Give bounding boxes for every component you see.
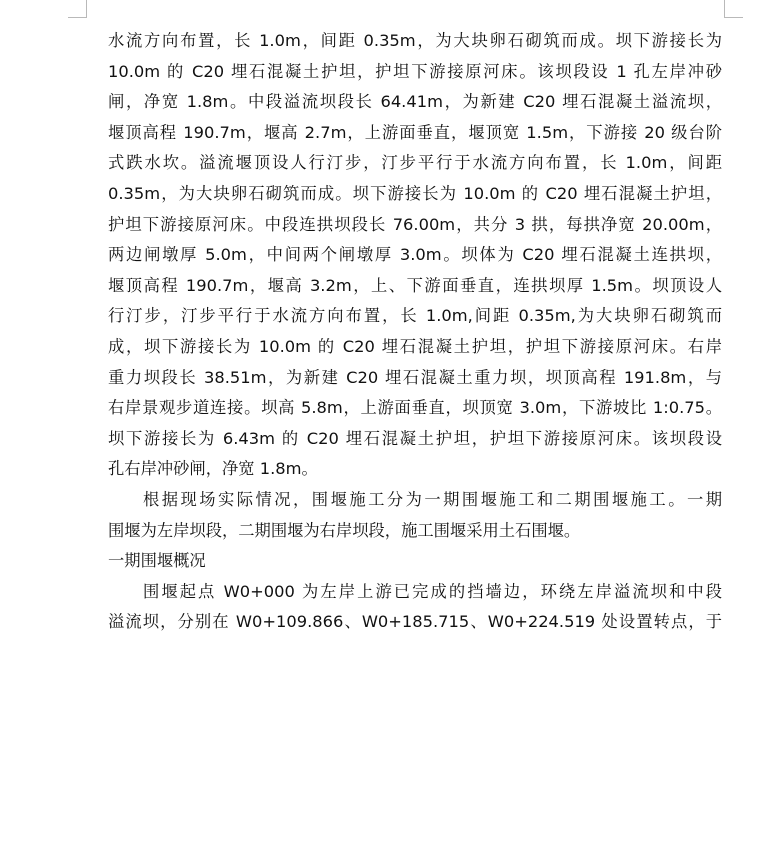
margin-corner-mark-top-right	[724, 17, 743, 18]
body-text-line: 右岸景观步道连接。坝高 5.8m，上游面垂直，坝顶宽 3.0m，下游坡比 1:0.75。	[108, 398, 722, 418]
body-text-line: 坝下游接长为 6.43m 的 C20 埋石混凝土护坦，护坦下游接原河床。该坝段设	[108, 428, 722, 448]
body-text-line: 堰顶高程 190.7m，堰高 3.2m，上、下游面垂直，连拱坝厚 1.5m。坝顶设人	[108, 275, 722, 295]
paragraph-first-line: 根据现场实际情况，围堰施工分为一期围堰施工和二期围堰施工。一期	[143, 489, 722, 509]
margin-corner-mark-top-left	[86, 0, 87, 17]
body-text-line: 水流方向布置，长 1.0m，间距 0.35m，为大块卵石砌筑而成。坝下游接长为	[108, 31, 722, 50]
margin-corner-mark-top-left	[68, 17, 87, 18]
body-text-line: 10.0m 的 C20 埋石混凝土护坦，护坦下游接原河床。该坝段设 1 孔左岸冲砂	[108, 61, 722, 81]
body-text-line: 两边闸墩厚 5.0m，中间两个闸墩厚 3.0m。坝体为 C20 埋石混凝土连拱坝，	[108, 245, 722, 265]
body-text-line: 行汀步，汀步平行于水流方向布置，长 1.0m,间距 0.35m,为大块卵石砌筑而	[108, 306, 722, 326]
body-text-line: 堰顶高程 190.7m，堰高 2.7m，上游面垂直，堰顶宽 1.5m，下游接 20 级台阶	[108, 122, 722, 142]
margin-corner-mark-top-right	[724, 0, 725, 17]
body-text-line: 重力坝段长 38.51m，为新建 C20 埋石混凝土重力坝，坝顶高程 191.8m，与	[108, 367, 722, 387]
body-text-line: 护坦下游接原河床。中段连拱坝段长 76.00m，共分 3 拱，每拱净宽 20.00m，	[108, 214, 722, 234]
body-text-line: 成，坝下游接长为 10.0m 的 C20 埋石混凝土护坦，护坦下游接原河床。右岸	[108, 336, 722, 356]
body-text-line: 式跌水坎。溢流堰顶设人行汀步，汀步平行于水流方向布置，长 1.0m，间距	[108, 153, 722, 173]
body-text-line-last: 围堰为左岸坝段，二期围堰为右岸坝段，施工围堰采用土石围堰。	[108, 520, 581, 540]
paragraph-first-line: 围堰起点 W0+000 为左岸上游已完成的挡墙边，环绕左岸溢流坝和中段	[143, 581, 722, 601]
section-heading: 一期围堰概况	[108, 551, 206, 571]
body-text-line: 0.35m，为大块卵石砌筑而成。坝下游接长为 10.0m 的 C20 埋石混凝土护坦，	[108, 183, 722, 203]
body-text-line-last: 孔右岸冲砂闸，净宽 1.8m。	[108, 459, 318, 479]
document-body	[108, 26, 722, 638]
body-text-line: 溢流坝，分别在 W0+109.866、W0+185.715、W0+224.519 处设置转点，于	[108, 612, 722, 632]
body-text-line: 闸，净宽 1.8m。中段溢流坝段长 64.41m，为新建 C20 埋石混凝土溢流坝，	[108, 92, 722, 112]
